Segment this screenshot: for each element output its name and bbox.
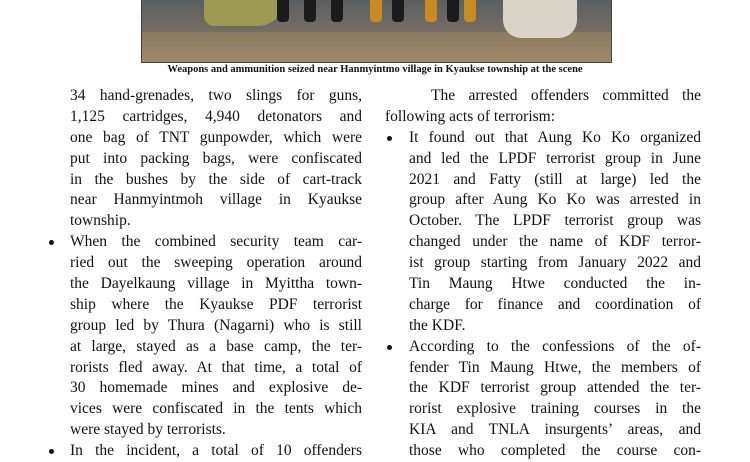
bullet-dot bbox=[49, 240, 54, 245]
text-line bbox=[70, 232, 362, 253]
text-line: one bag of TNT gunpowder, which were bbox=[70, 128, 362, 146]
text-line: group after Aung Ko Ko was arrested in bbox=[409, 191, 701, 209]
text-line: Tin Maung Htwe conducted the in- bbox=[409, 275, 701, 293]
text-line: group led by Thura (Nagarni) who is still bbox=[70, 316, 362, 334]
text-line: October. The LPDF terrorist group was bbox=[409, 212, 701, 230]
text-line: in the bushes by the side of cart-track bbox=[70, 170, 362, 188]
bullet-text: According to the confessions of the of- bbox=[409, 337, 701, 355]
text-line: changed under the name of KDF terror- bbox=[409, 233, 701, 251]
bullet-text: When the combined security team car- bbox=[70, 233, 362, 251]
text-line: 2021 and Fatty (still at large) led the bbox=[409, 170, 701, 188]
text-line: KIA and TNLA insurgents’ areas, and bbox=[409, 421, 701, 439]
text-line: at large, stayed as a base camp, the ter- bbox=[70, 337, 362, 355]
text-line: near Hanmyintmoh village in Kyaukse bbox=[70, 191, 362, 209]
text-line: and led the LPDF terrorist group in June bbox=[409, 149, 701, 167]
text-line: charge for finance and coordination of bbox=[409, 295, 701, 313]
bullet-dot bbox=[387, 136, 392, 141]
bullet-text: In the incident, a total of 10 offenders bbox=[70, 442, 362, 460]
photo-caption: Weapons and ammunition seized near Hanmyintmo village in Kyaukse township at the scene bbox=[167, 64, 583, 75]
text-line: fender Tin Maung Htwe, the members of bbox=[409, 358, 701, 376]
text-line bbox=[385, 337, 701, 358]
bullet-text: It found out that Aung Ko Ko organized bbox=[409, 128, 701, 146]
text-line: The arrested offenders committed the bbox=[431, 87, 701, 104]
text-line: 30 homemade mines and explosive de- bbox=[70, 379, 362, 397]
text-line: 34 hand-grenades, two slings for guns, bbox=[70, 87, 362, 104]
text-line: rorist explosive training courses in the bbox=[409, 400, 701, 418]
text-line: the KDF. bbox=[409, 316, 466, 334]
text-line: following acts of terrorism: bbox=[385, 107, 556, 125]
bullet-dot bbox=[49, 449, 54, 454]
text-line: the KDF terrorist group attended the ter- bbox=[409, 379, 701, 397]
text-line: put into packing bags, were confiscated bbox=[70, 149, 362, 167]
text-line bbox=[70, 441, 362, 462]
text-line: ried out the sweeping operation around bbox=[70, 254, 362, 272]
text-line: ship where the Kyaukse PDF terrorist bbox=[70, 295, 362, 313]
seized-weapons-photo bbox=[141, 0, 612, 63]
text-line: 1,125 cartridges, 4,940 detonators and bbox=[70, 107, 362, 125]
text-line: vices were confiscated in the tents which bbox=[70, 400, 362, 418]
text-line: those who completed the course con- bbox=[409, 442, 701, 460]
text-line: ist group starting from January 2022 and bbox=[409, 254, 701, 272]
text-line bbox=[385, 128, 701, 149]
right-column bbox=[385, 86, 701, 462]
text-line: township. bbox=[70, 212, 131, 230]
text-line: the Dayelkaung village in Myittha town- bbox=[70, 275, 362, 293]
left-column bbox=[70, 86, 362, 462]
text-line: were stayed by terrorists. bbox=[70, 421, 226, 439]
bullet-dot bbox=[387, 345, 392, 350]
text-line: rorists fled away. At that time, a total of bbox=[70, 358, 362, 376]
